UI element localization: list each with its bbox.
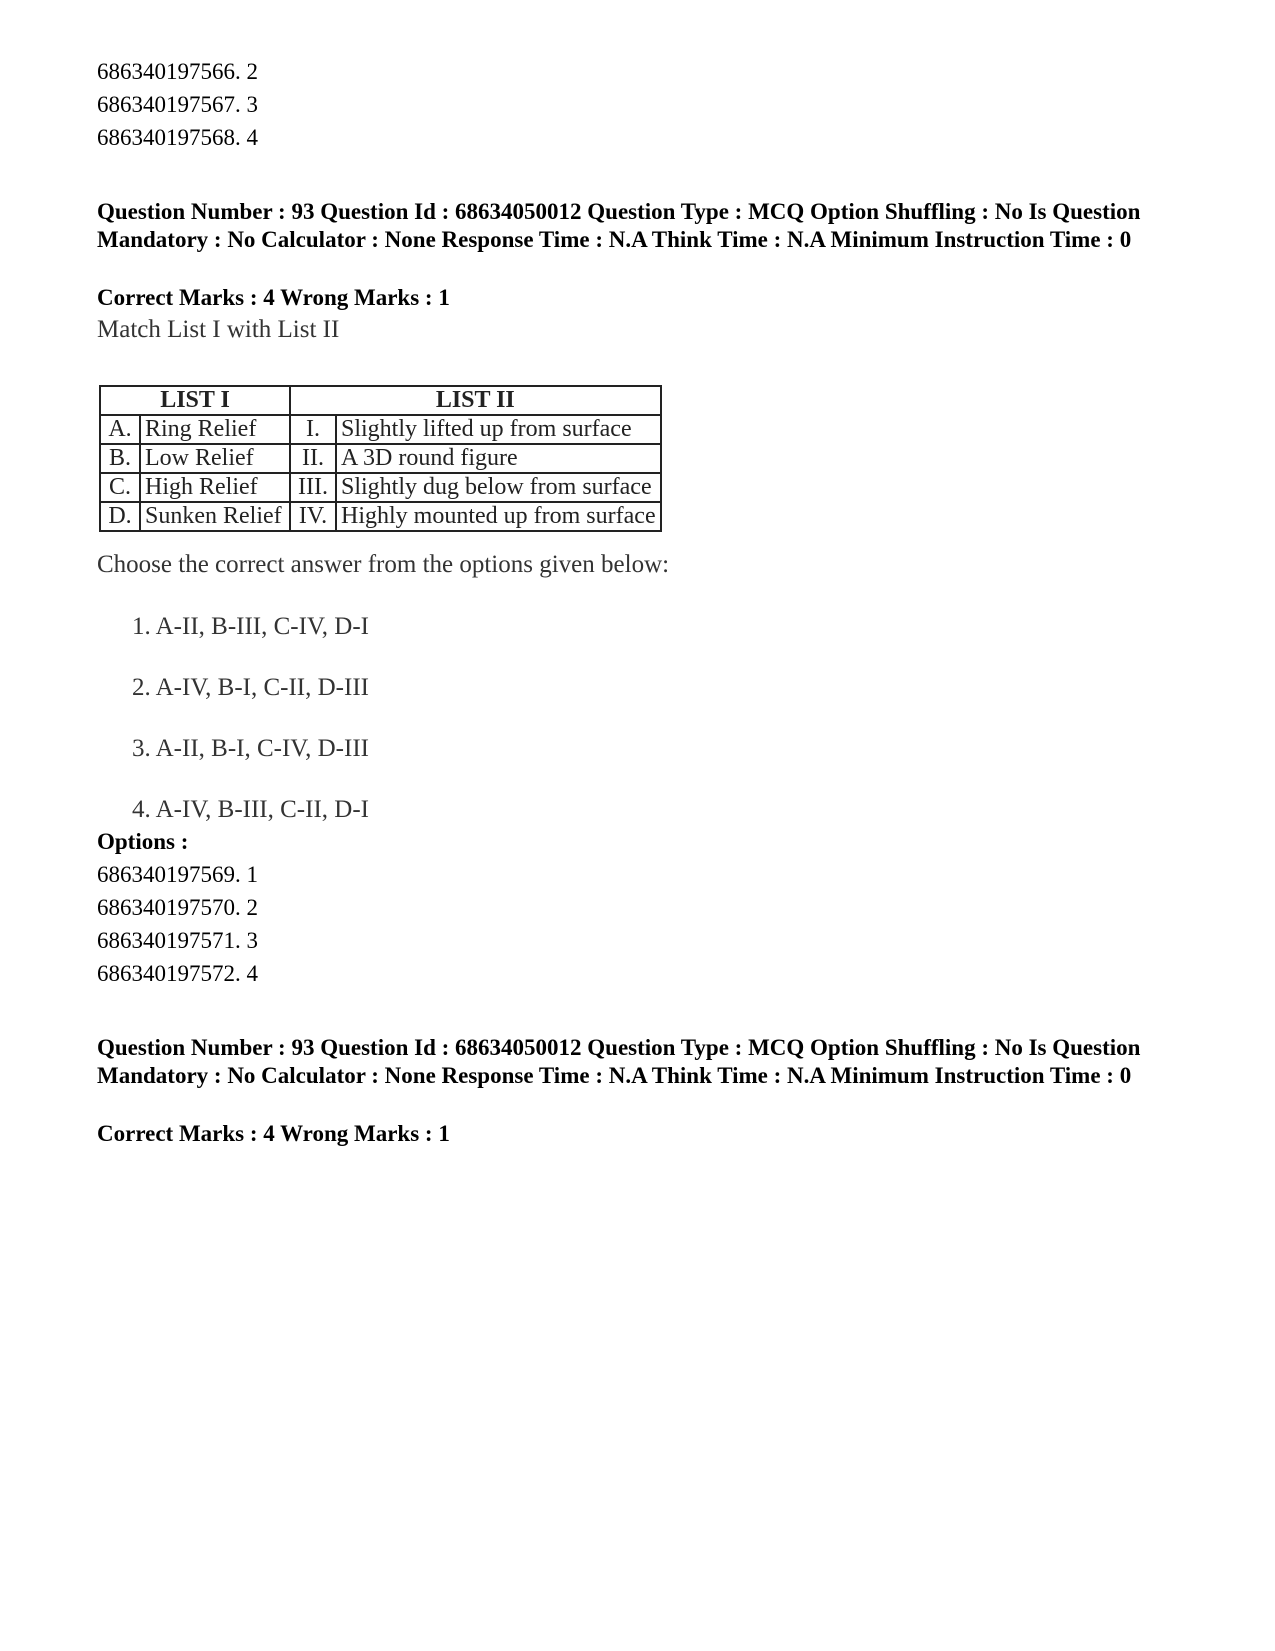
answer-choice: 3. A-II, B-I, C-IV, D-III — [132, 735, 369, 762]
marks-line: Correct Marks : 4 Wrong Marks : 1 — [97, 1121, 450, 1146]
marks-line: Correct Marks : 4 Wrong Marks : 1 — [97, 285, 450, 310]
list-2-item: Slightly lifted up from surface — [336, 415, 661, 444]
list-1-item: Low Relief — [140, 444, 290, 473]
row-letter: A. — [100, 415, 140, 444]
list-1-item: High Relief — [140, 473, 290, 502]
list-1-item: Ring Relief — [140, 415, 290, 444]
table-row — [100, 415, 661, 444]
question-instruction: Choose the correct answer from the options given below: — [97, 551, 670, 578]
question-header: Question Number : 93 Question Id : 68634050012 Question Type : MCQ Option Shuffling : No Is Question Mandatory : No Calculator : None Response Time : N.A Think Time : N.A Minimum Instruction Time : 0 — [97, 1035, 1141, 1088]
list-2-item: A 3D round figure — [336, 444, 661, 473]
list-1-header: LIST I — [100, 386, 290, 415]
row-roman: III. — [290, 473, 336, 502]
answer-choice: 2. A-IV, B-I, C-II, D-III — [132, 674, 369, 701]
row-roman: II. — [290, 444, 336, 473]
table-row — [100, 473, 661, 502]
list-2-item: Highly mounted up from surface — [336, 502, 661, 531]
question-header: Question Number : 93 Question Id : 68634050012 Question Type : MCQ Option Shuffling : No Is Question Mandatory : No Calculator : None Response Time : N.A Think Time : N.A Minimum Instruction Time : 0 — [97, 199, 1141, 252]
question-image — [97, 316, 797, 862]
table-row — [100, 444, 661, 473]
list-2-item: Slightly dug below from surface — [336, 473, 661, 502]
row-letter: B. — [100, 444, 140, 473]
list-1-item: Sunken Relief — [140, 502, 290, 531]
option-line: 686340197569. 1 — [97, 862, 258, 887]
answer-choice: 1. A-II, B-III, C-IV, D-I — [132, 613, 369, 640]
question-prompt: Match List I with List II — [97, 316, 340, 343]
table-row — [100, 502, 661, 531]
row-letter: D. — [100, 502, 140, 531]
row-roman: IV. — [290, 502, 336, 531]
options-label: Options : — [97, 829, 189, 854]
option-line: 686340197566. 2 — [97, 59, 258, 84]
answer-choice: 4. A-IV, B-III, C-II, D-I — [132, 796, 369, 823]
row-roman: I. — [290, 415, 336, 444]
row-letter: C. — [100, 473, 140, 502]
option-line: 686340197570. 2 — [97, 895, 258, 920]
option-line: 686340197571. 3 — [97, 928, 258, 953]
option-line: 686340197572. 4 — [97, 961, 258, 986]
option-line: 686340197568. 4 — [97, 125, 258, 150]
option-line: 686340197567. 3 — [97, 92, 258, 117]
match-table — [99, 385, 662, 532]
list-2-header: LIST II — [290, 386, 661, 415]
